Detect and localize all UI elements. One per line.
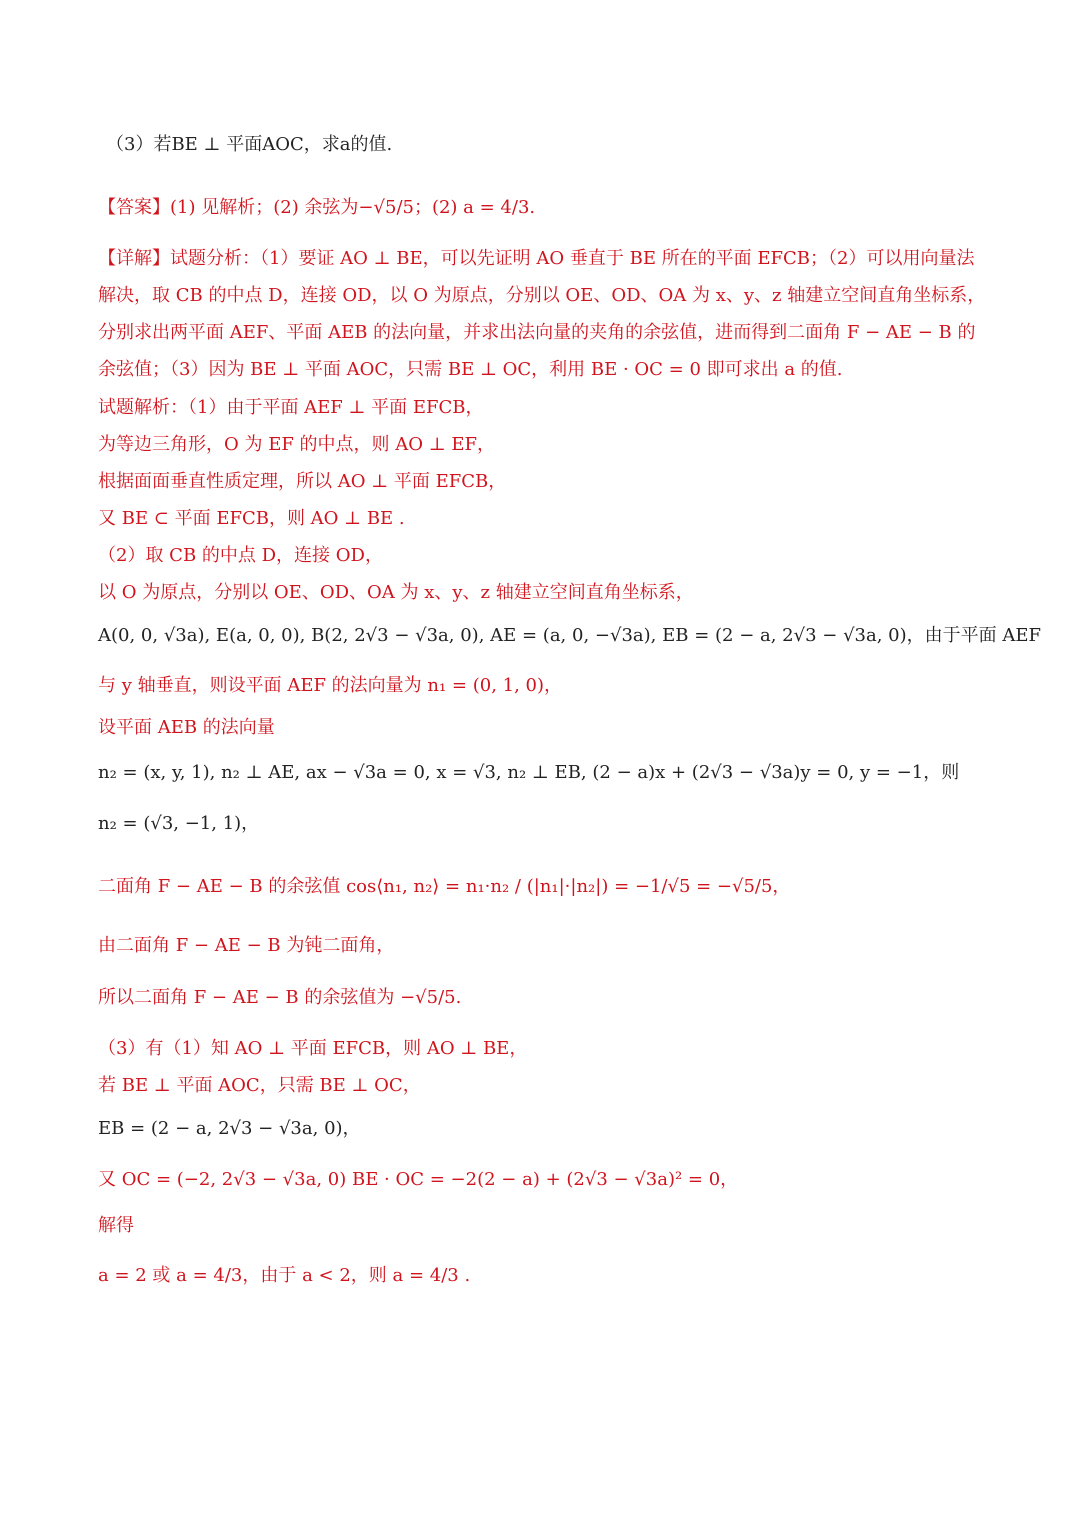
solution-line-11: n₂ = (√3, −1, 1)， [98,813,260,834]
solution-line-3: 根据面面垂直性质定理，所以 AO ⊥ 平面 EFCB， [98,471,507,492]
analysis-line-1: 【详解】试题分析：（1）要证 AO ⊥ BE，可以先证明 AO 垂直于 BE 所在的平面 EFCB；（2）可以用向量法 [98,248,975,269]
solution-line-10: n₂ = (x, y, 1), n₂ ⊥ AE, ax − √3a = 0, x = √3, n₂ ⊥ EB, (2 − a)x + (2√3 − √3a)y = 0, y = −1，则 [98,762,960,783]
solution-line-4: 又 BE ⊂ 平面 EFCB，则 AO ⊥ BE . [98,508,405,529]
solution-line-7: A(0, 0, √3a), E(a, 0, 0), B(2, 2√3 − √3a, 0), AE = (a, 0, −√3a), EB = (2 − a, 2√3 − √3a, 0)，由于平面 AEF [98,625,1041,646]
solution-line-20: a = 2 或 a = 4/3，由于 a < 2，则 a = 4/3 . [98,1265,471,1286]
analysis-line-4: 余弦值；（3）因为 BE ⊥ 平面 AOC，只需 BE ⊥ OC，利用 BE · OC = 0 即可求出 a 的值. [98,359,843,380]
solution-line-18: 又 OC = (−2, 2√3 − √3a, 0) BE · OC = −2(2 − a) + (2√3 − √3a)² = 0， [98,1169,739,1190]
solution-line-16: 若 BE ⊥ 平面 AOC，只需 BE ⊥ OC， [98,1075,421,1096]
analysis-line-3: 分别求出两平面 AEF、平面 AEB 的法向量，并求出法向量的夹角的余弦值，进而得到二面角 F − AE − B 的 [98,322,976,343]
solution-line-1: 试题解析：（1）由于平面 AEF ⊥ 平面 EFCB， [98,397,484,418]
analysis-line-2: 解决，取 CB 的中点 D，连接 OD，以 O 为原点，分别以 OE、OD、OA 为 x、y、z 轴建立空间直角坐标系， [98,285,986,306]
solution-line-14: 所以二面角 F − AE − B 的余弦值为 −√5/5. [98,987,462,1008]
solution-line-15: （3）有（1）知 AO ⊥ 平面 EFCB，则 AO ⊥ BE， [98,1038,528,1059]
solution-line-5: （2）取 CB 的中点 D，连接 OD， [98,545,383,566]
solution-line-6: 以 O 为原点，分别以 OE、OD、OA 为 x、y、z 轴建立空间直角坐标系， [98,582,694,603]
solution-line-19: 解得 [98,1215,134,1236]
solution-line-13: 由二面角 F − AE − B 为钝二面角， [98,935,395,956]
solution-line-8: 与 y 轴垂直，则设平面 AEF 的法向量为 n₁ = (0, 1, 0)， [98,675,563,696]
solution-line-2: 为等边三角形，O 为 EF 的中点，则 AO ⊥ EF， [98,434,496,455]
solution-line-17: EB = (2 − a, 2√3 − √3a, 0)， [98,1118,361,1139]
answer-line: 【答案】(1) 见解析；(2) 余弦为−√5/5；(2) a = 4/3. [98,197,536,218]
question-part-3: （3）若BE ⊥ 平面AOC，求a的值. [106,134,393,155]
solution-line-9: 设平面 AEB 的法向量 [98,717,275,738]
solution-line-12: 二面角 F − AE − B 的余弦值 cos⟨n₁, n₂⟩ = n₁·n₂ / (|n₁|·|n₂|) = −1/√5 = −√5/5， [98,876,791,897]
